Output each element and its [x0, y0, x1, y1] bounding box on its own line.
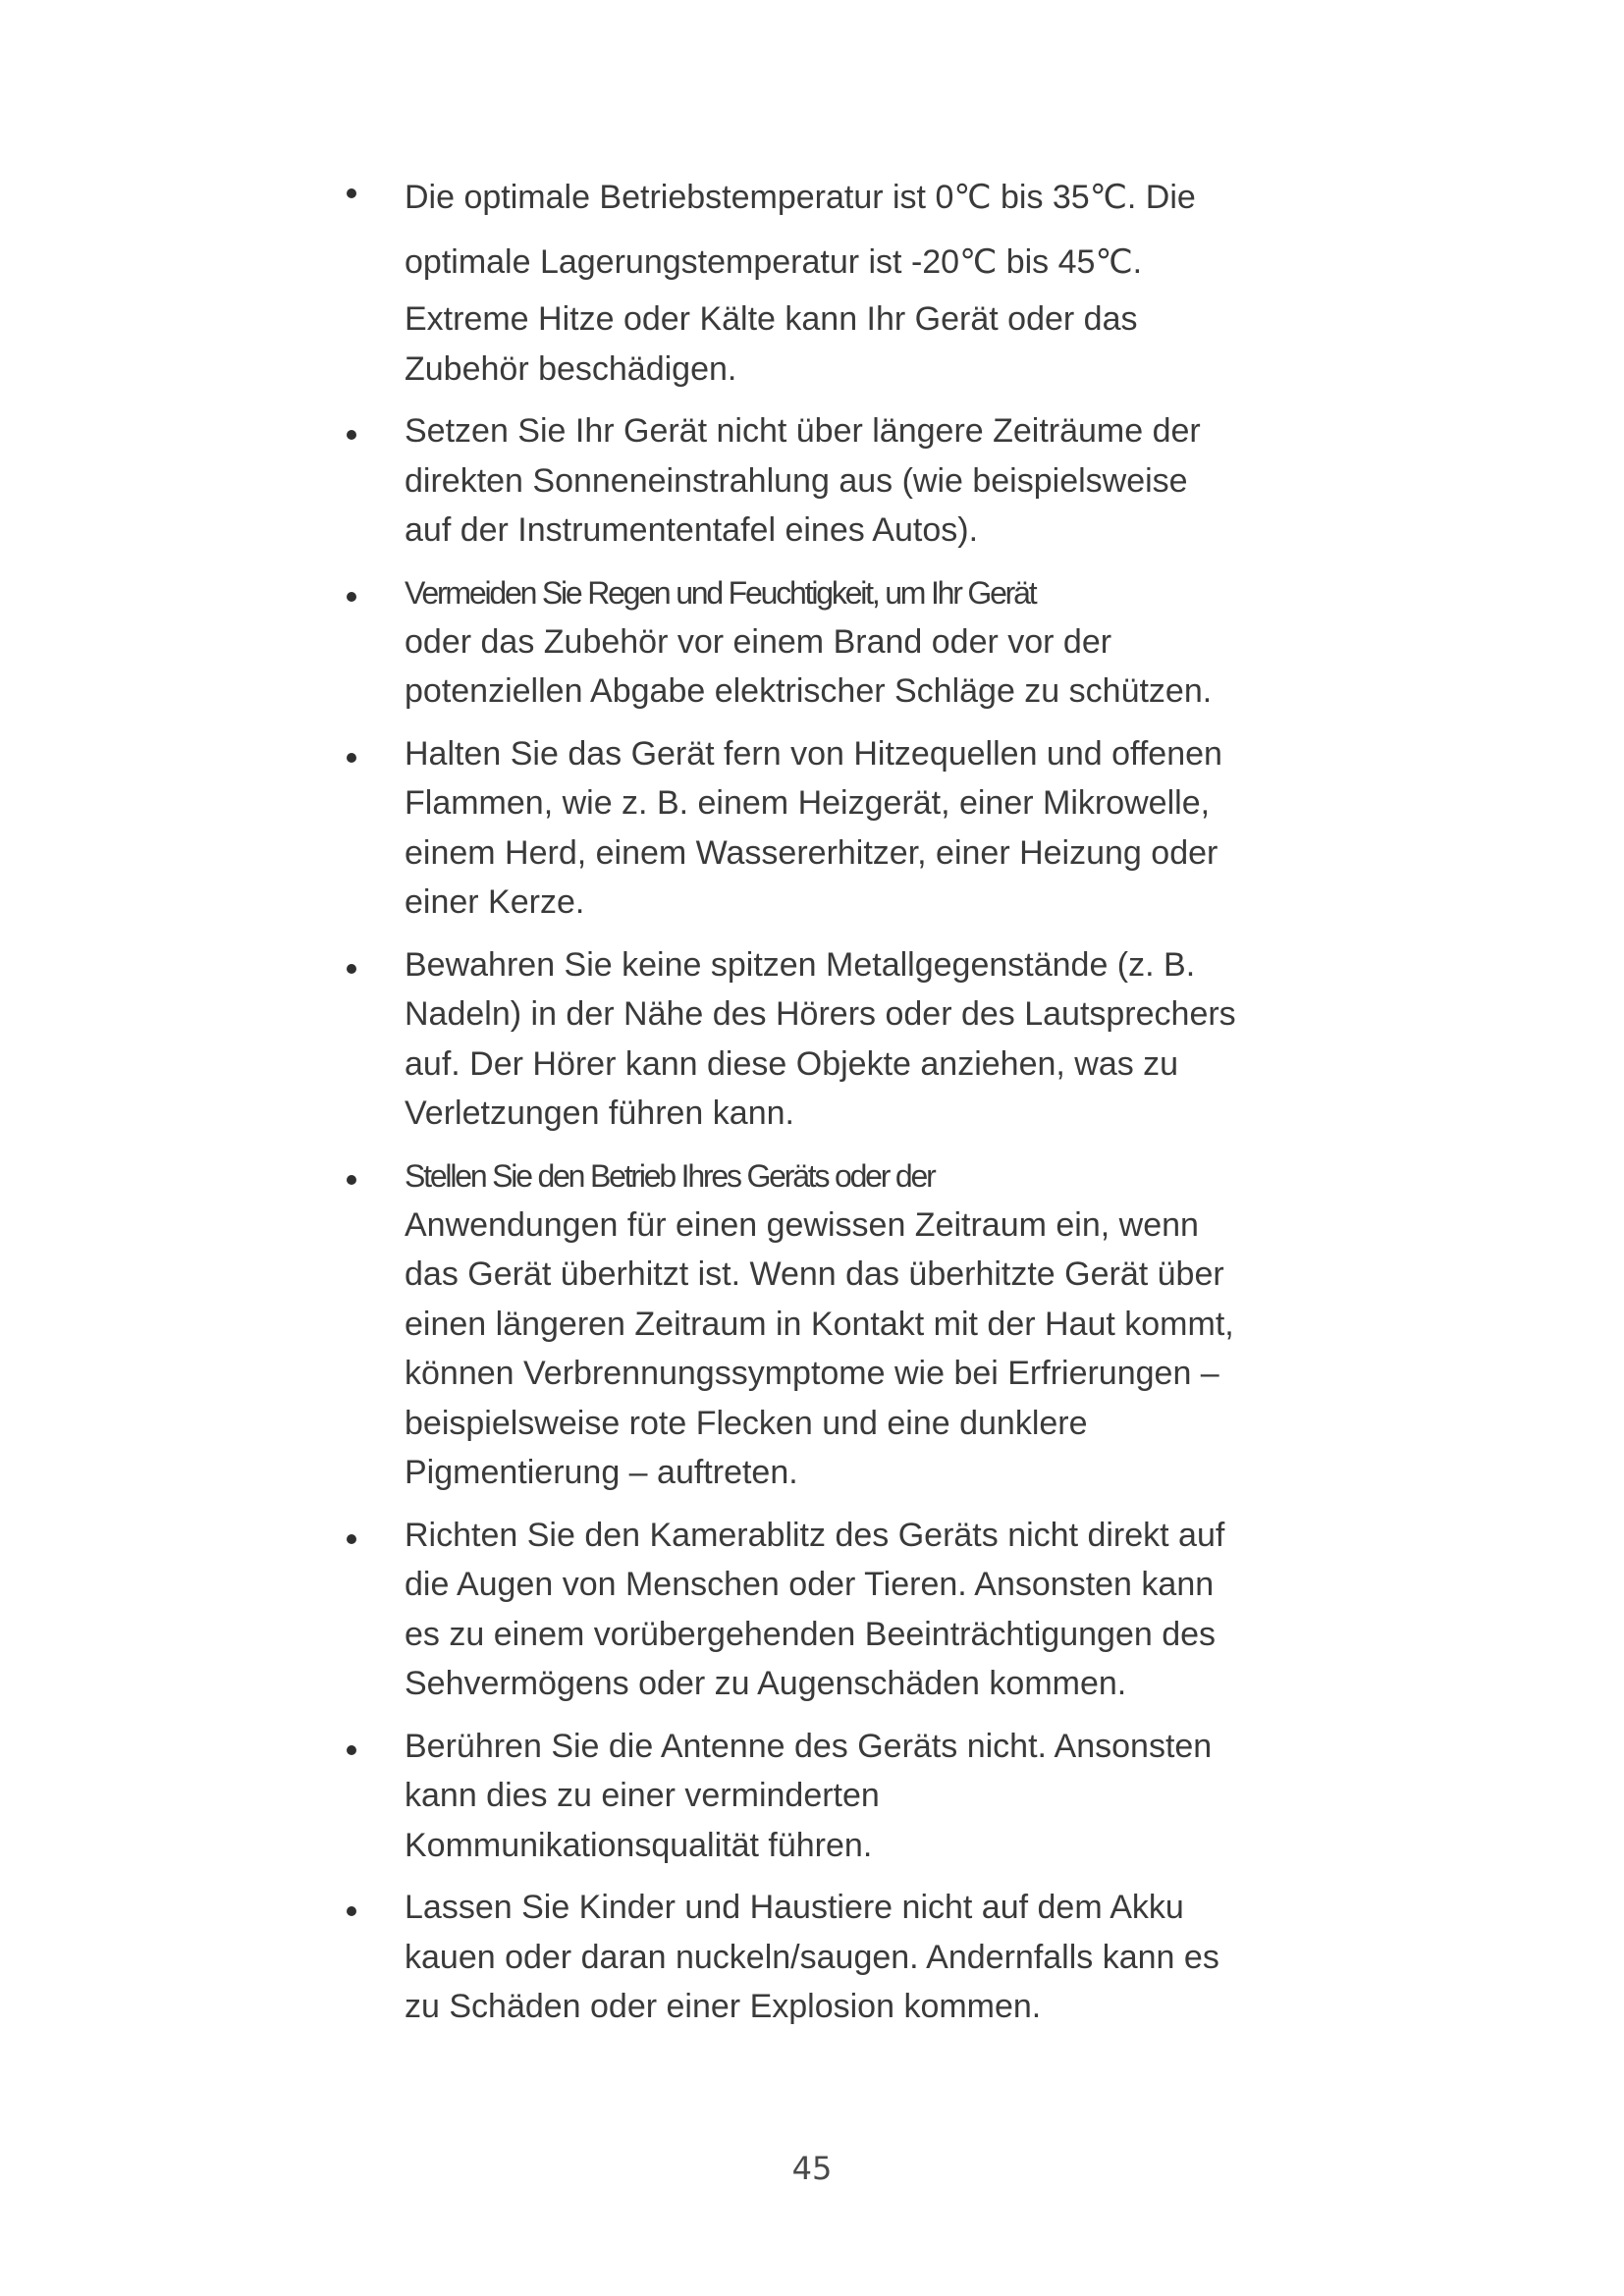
- text-line: Zubehör beschädigen.: [405, 349, 737, 388]
- bullet-dot-icon: [347, 1745, 356, 1755]
- text-line: einem Herd, einem Wassererhitzer, einer Heizung oder: [405, 833, 1218, 872]
- text-line: Stellen Sie den Betrieb Ihres Geräts oder der: [405, 1157, 935, 1194]
- text-line: Halten Sie das Gerät fern von Hitzequellen und offenen: [405, 734, 1222, 773]
- text-line: die Augen von Menschen oder Tieren. Ansonsten kann: [405, 1566, 1215, 1603]
- text-line: Flammen, wie z. B. einem Heizgerät, einer Mikrowelle,: [405, 784, 1211, 822]
- text-line: optimale Lagerungstemperatur ist -20℃ bis 45℃.: [405, 243, 1143, 281]
- text-line: Lassen Sie Kinder und Haustiere nicht auf dem Akku: [405, 1889, 1184, 1926]
- text-line: beispielsweise rote Flecken und eine dunklere: [405, 1404, 1088, 1442]
- text-line: kauen oder daran nuckeln/saugen. Andernfalls kann es: [405, 1938, 1219, 1976]
- text-line: das Gerät überhitzt ist. Wenn das überhitzte Gerät über: [405, 1255, 1224, 1293]
- bullet-dot-icon: [347, 430, 356, 440]
- bullet-dot-icon: [347, 753, 356, 763]
- bullet-item-sunlight: [334, 406, 1316, 556]
- text-line: Kommunikationsqualität führen.: [405, 1826, 873, 1864]
- bullet-item-overheating: [334, 1151, 1316, 1498]
- bullet-item-heat-sources: [334, 729, 1316, 928]
- bullet-dot-icon: [347, 1906, 356, 1916]
- text-line: es zu einem vorübergehenden Beeinträchtigungen des: [405, 1615, 1217, 1653]
- text-line: oder das Zubehör vor einem Brand oder vor der: [405, 622, 1112, 661]
- text-line: kann dies zu einer verminderten: [405, 1777, 880, 1814]
- text-line: Berühren Sie die Antenne des Geräts nicht. Ansonsten: [405, 1727, 1213, 1765]
- text-line: Bewahren Sie keine spitzen Metallgegenstände (z. B.: [405, 945, 1196, 984]
- text-line: können Verbrennungssymptome wie bei Erfrierungen –: [405, 1355, 1219, 1392]
- text-line: zu Schäden oder einer Explosion kommen.: [405, 1988, 1042, 2025]
- bullet-dot-icon: [347, 592, 356, 602]
- text-line: Vermeiden Sie Regen und Feuchtigkeit, um Ihr Gerät: [405, 574, 1036, 611]
- bullet-dot-icon: [347, 964, 356, 974]
- text-line: Setzen Sie Ihr Gerät nicht über längere Zeiträume der: [405, 412, 1201, 450]
- bullet-item-children-pets: [334, 1883, 1316, 2032]
- bullet-dot-icon: [347, 188, 356, 198]
- text-line: Die optimale Betriebstemperatur ist 0℃ bis 35℃. Die: [405, 179, 1196, 216]
- text-line: Richten Sie den Kamerablitz des Geräts nicht direkt auf: [405, 1516, 1225, 1554]
- bullet-item-camera-flash: [334, 1511, 1316, 1709]
- text-line: Nadeln) in der Nähe des Hörers oder des Lautsprechers: [405, 995, 1236, 1033]
- text-line: Sehvermögens oder zu Augenschäden kommen.: [405, 1665, 1127, 1702]
- text-line: einer Kerze.: [405, 883, 585, 921]
- bullet-item-metal-objects: [334, 940, 1316, 1139]
- bullet-dot-icon: [347, 1175, 356, 1185]
- text-line: potenziellen Abgabe elektrischer Schläge zu schützen.: [405, 672, 1213, 710]
- page-number: 45: [791, 2150, 833, 2187]
- text-line: auf der Instrumententafel eines Autos).: [405, 511, 979, 549]
- text-line: Pigmentierung – auftreten.: [405, 1454, 798, 1491]
- bullet-item-moisture: [334, 568, 1316, 717]
- bullet-item-temperature: [334, 165, 1316, 394]
- text-line: Extreme Hitze oder Kälte kann Ihr Gerät oder das: [405, 300, 1138, 338]
- text-line: Verletzungen führen kann.: [405, 1095, 794, 1132]
- bullet-item-antenna: [334, 1722, 1316, 1871]
- text-line: Anwendungen für einen gewissen Zeitraum ein, wenn: [405, 1205, 1199, 1244]
- text-line: einen längeren Zeitraum in Kontakt mit der Haut kommt,: [405, 1305, 1234, 1343]
- text-line: direkten Sonneneinstrahlung aus (wie beispielsweise: [405, 461, 1188, 500]
- safety-bullet-list: [334, 165, 1316, 2045]
- text-line: auf. Der Hörer kann diese Objekte anziehen, was zu: [405, 1044, 1179, 1083]
- bullet-dot-icon: [347, 1534, 356, 1544]
